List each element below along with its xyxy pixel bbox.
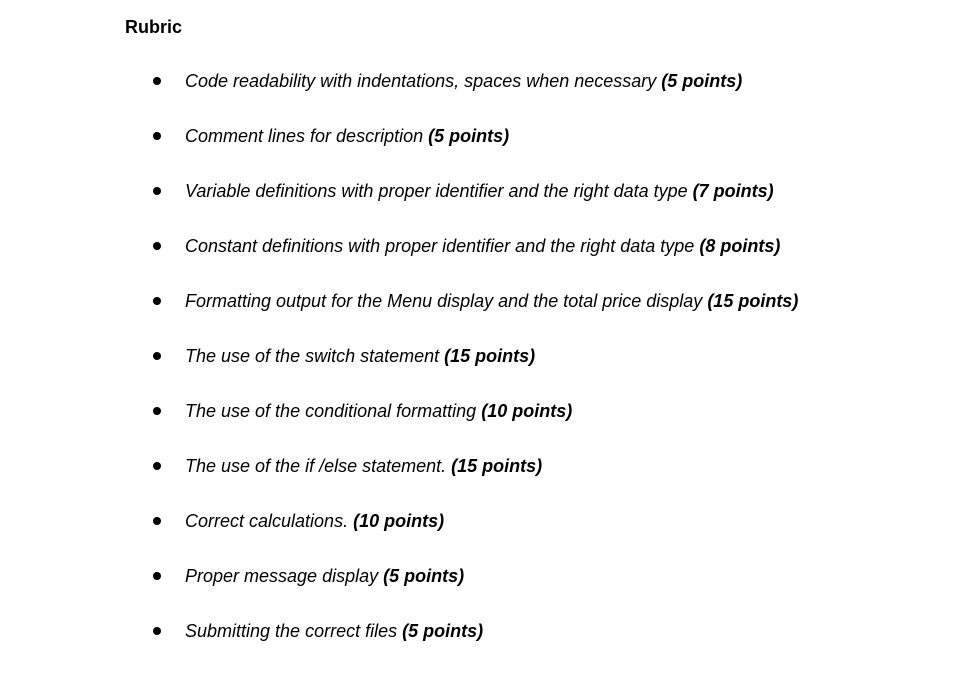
rubric-item bbox=[0, 399, 978, 423]
rubric-item-description: Proper message display bbox=[185, 566, 379, 586]
rubric-item-points: (5 points) bbox=[383, 566, 465, 586]
bullet-icon bbox=[153, 462, 161, 470]
bullet-icon bbox=[153, 187, 161, 195]
rubric-item-points: (7 points) bbox=[692, 181, 774, 201]
rubric-item bbox=[0, 124, 978, 148]
rubric-item-points: (10 points) bbox=[353, 511, 445, 531]
rubric-item-text bbox=[185, 234, 780, 258]
rubric-item bbox=[0, 179, 978, 203]
rubric-item-points: (5 points) bbox=[661, 71, 743, 91]
bullet-icon bbox=[153, 352, 161, 360]
rubric-item-description: Variable definitions with proper identifier and the right data type bbox=[185, 181, 688, 201]
rubric-title: Rubric bbox=[125, 17, 183, 37]
rubric-item-text bbox=[185, 454, 542, 478]
rubric-item bbox=[0, 344, 978, 368]
rubric-item bbox=[0, 454, 978, 478]
bullet-icon bbox=[153, 297, 161, 305]
rubric-item-description: Submitting the correct files bbox=[185, 621, 398, 641]
rubric-item-description: Constant definitions with proper identifier and the right data type bbox=[185, 236, 695, 256]
rubric-item bbox=[0, 234, 978, 258]
rubric-item-description: The use of the conditional formatting bbox=[185, 401, 477, 421]
bullet-icon bbox=[153, 627, 161, 635]
rubric-item bbox=[0, 69, 978, 93]
rubric-item bbox=[0, 564, 978, 588]
bullet-icon bbox=[153, 407, 161, 415]
rubric-item-text bbox=[185, 179, 774, 203]
rubric-item-text bbox=[185, 399, 572, 423]
rubric-item-points: (8 points) bbox=[699, 236, 781, 256]
rubric-item-description: The use of the switch statement bbox=[185, 346, 440, 366]
rubric-item-points: (5 points) bbox=[428, 126, 510, 146]
rubric-item-text bbox=[185, 509, 444, 533]
rubric-item-text bbox=[185, 69, 742, 93]
bullet-icon bbox=[153, 572, 161, 580]
rubric-item-points: (10 points) bbox=[481, 401, 573, 421]
rubric-item-text bbox=[185, 289, 798, 313]
bullet-icon bbox=[153, 77, 161, 85]
bullet-icon bbox=[153, 517, 161, 525]
rubric-item-description: The use of the if /else statement. bbox=[185, 456, 447, 476]
rubric-item bbox=[0, 289, 978, 313]
rubric-item-description: Correct calculations. bbox=[185, 511, 349, 531]
bullet-icon bbox=[153, 242, 161, 250]
rubric-item-points: (15 points) bbox=[451, 456, 543, 476]
rubric-item-points: (15 points) bbox=[707, 291, 799, 311]
rubric-item-text bbox=[185, 344, 535, 368]
rubric-item-text bbox=[185, 124, 509, 148]
rubric-item-text bbox=[185, 619, 483, 643]
rubric-item bbox=[0, 509, 978, 533]
rubric-item-description: Comment lines for description bbox=[185, 126, 424, 146]
rubric-item bbox=[0, 619, 978, 643]
rubric-item-description: Code readability with indentations, spaces when necessary bbox=[185, 71, 657, 91]
rubric-item-points: (15 points) bbox=[444, 346, 536, 366]
rubric-item-description: Formatting output for the Menu display and the total price display bbox=[185, 291, 703, 311]
bullet-icon bbox=[153, 132, 161, 140]
rubric-item-points: (5 points) bbox=[402, 621, 484, 641]
rubric-item-text bbox=[185, 564, 464, 588]
